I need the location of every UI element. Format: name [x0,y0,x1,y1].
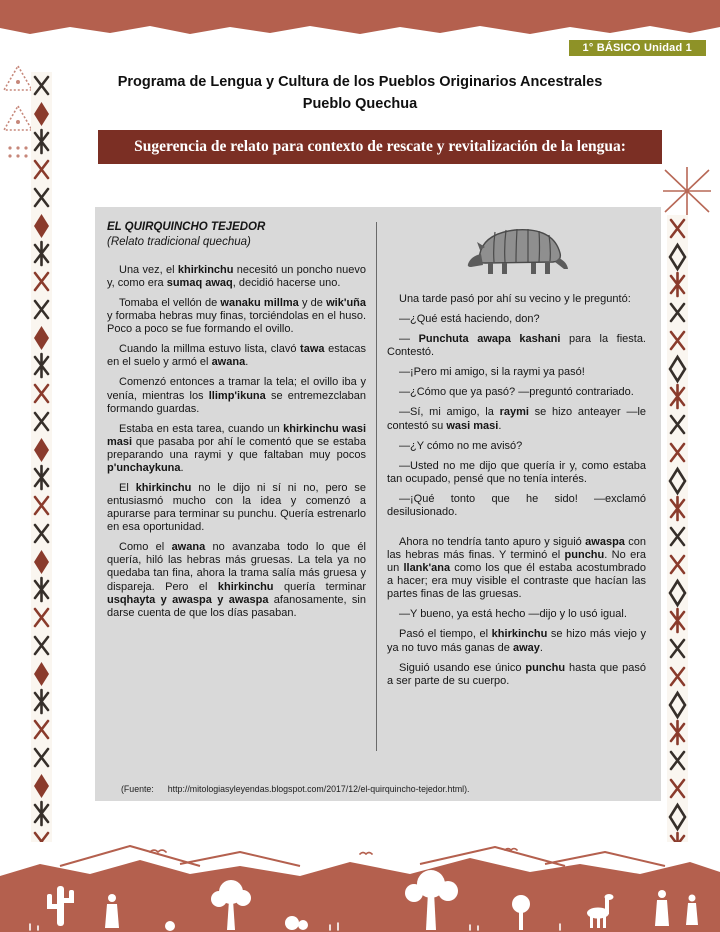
story-paragraph: —¿Qué está haciendo, don? [399,313,540,326]
program-title: Programa de Lengua y Cultura de los Pueblos Originarios Ancestrales [117,74,603,90]
story-paragraph: El khirkinchu no le dijo ni sí ni no, pero se entusiasmó mucho con la idea y comenzó a apurarse para terminar su punchu. Quería estrenarlo en esa oportunidad. [107,481,366,534]
story-paragraph: —¡Pero mi amigo, si la raymi ya pasó! [399,366,585,379]
story-paragraph: —¿Cómo que ya pasó? —preguntó contrariado. [399,386,634,399]
footer-illustration [0,842,720,932]
story-paragraph: Cuando la millma estuvo lista, clavó tawa estacas en el suelo y armó el awana. [107,343,367,369]
left-textile-border [31,72,52,850]
story-right-column [387,220,646,777]
story-paragraph: Una vez, el khirkinchu necesitó un poncho nuevo y, como era sumaq awaq, decidió hacerse uno. [107,263,366,289]
armadillo-figure [387,220,646,283]
story-paragraph: —¡Qué tonto que he sido! —exclamó desilusionado. [387,492,646,518]
story-paragraph: Pasó el tiempo, el khirkinchu se hizo más viejo y ya no tuvo más ganas de away. [387,628,646,654]
source-line [121,784,469,794]
story-box [95,207,661,801]
story-paragraph: Una tarde pasó por ahí su vecino y le preguntó: [399,293,631,305]
program-subtitle: Pueblo Quechua [302,95,418,112]
top-band-decoration [0,0,720,40]
unit-badge-label: 1° BÁSICO Unidad 1 [582,42,692,54]
column-divider [376,222,377,751]
suggestion-banner-text: Sugerencia de relato para contexto de rescate y revitalización de la lengua: [134,138,626,155]
story-paragraph: Ahora no tendría tanto apuro y siguió awaspa con las hebras más finas. Y terminó el punchu. No era un llank'ana como los que él estaba acostumbrado a hacer; era muy visible el contraste que hacían las partes finas de las gruesas. [387,536,646,601]
story-left-paragraphs [107,264,366,620]
armadillo-image [465,220,569,278]
story-paragraph: Como el awana no avanzaba todo lo que él quería, hiló las hebras más gruesas. La tela ya no quedaba tan fina, ahora la trama salía más gruesa y dispareja. Pero el khirkinchu quería terminar usqhayta y awaspa y awaspa afanosamente, sin darse cuenta de que los días pasaban. [107,541,366,619]
source-label: (Fuente: [121,784,154,794]
story-paragraph: —¿Y cómo no me avisó? [399,439,523,452]
page-header [60,72,660,116]
story-title: EL QUIRQUINCHO TEJEDOR [107,221,266,233]
story-paragraph: Siguió usando ese único punchu hasta que pasó a ser parte de su cuerpo. [387,661,646,687]
source-url-link[interactable]: http://mitologiasyleyendas.blogspot.com/2017/12/el-quirquincho-tejedor.html). [167,784,470,794]
story-right-paragraphs [387,293,646,688]
story-paragraph: Estaba en esta tarea, cuando un khirkinchu wasi masi que pasaba por ahí le comentó que se estaba preparando una raymi y que faltaban muy pocos p'unchaykuna. [107,422,366,474]
story-paragraph: Comenzó entonces a tramar la tela; el ovillo iba y venía, mientras los llimp'ikuna se entremezclaban formando guardas. [107,376,367,415]
suggestion-banner [98,130,662,164]
right-textile-border [667,215,688,855]
story-subtitle: (Relato tradicional quechua) [107,235,251,248]
story-paragraph: — Punchuta awapa kashani para la fiesta. Contestó. [387,333,646,359]
story-paragraph: —Y bueno, ya está hecho —dijo y lo usó igual. [399,608,627,621]
story-paragraph: Tomaba el vellón de wanaku millma y de wik'uña y formaba hebras muy finas, torciéndolas en el huso. Poco a poco se fue formando el ovillo. [107,297,366,336]
x-lattice-decoration [662,167,712,215]
story-left-column [107,220,366,777]
story-paragraph: —Sí, mi amigo, la raymi se hizo anteayer —le contestó su wasi masi. [387,406,647,432]
story-paragraph: —Usted no me dijo que quería ir y, como estaba tan ocupado, pensé que no tenía interés. [387,459,646,485]
unit-badge [569,40,706,56]
